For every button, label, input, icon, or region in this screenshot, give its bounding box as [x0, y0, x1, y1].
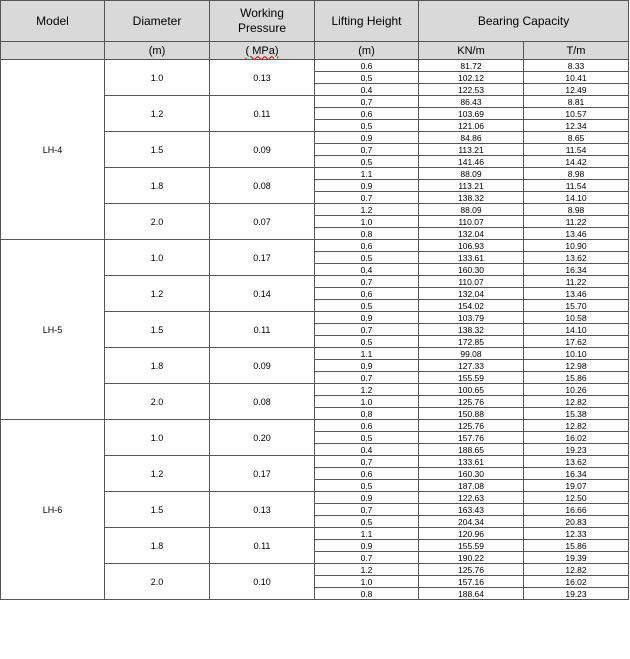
- t-per-m-cell: 16.66: [524, 504, 629, 516]
- unit-lifting-height: (m): [315, 42, 419, 60]
- header-lifting-height: Lifting Height: [315, 1, 419, 42]
- kn-per-m-cell: 133.61: [419, 252, 524, 264]
- t-per-m-cell: 16.34: [524, 264, 629, 276]
- t-per-m-cell: 15.86: [524, 540, 629, 552]
- lifting-height-cell: 0.9: [315, 492, 419, 504]
- t-per-m-cell: 12.50: [524, 492, 629, 504]
- diameter-cell: 2.0: [105, 384, 210, 420]
- lifting-height-cell: 0.9: [315, 132, 419, 144]
- lifting-height-cell: 1.1: [315, 348, 419, 360]
- pressure-cell: 0.10: [210, 564, 315, 600]
- pressure-cell: 0.17: [210, 240, 315, 276]
- kn-per-m-cell: 103.69: [419, 108, 524, 120]
- t-per-m-cell: 11.54: [524, 180, 629, 192]
- kn-per-m-cell: 113.21: [419, 144, 524, 156]
- lifting-height-cell: 0.5: [315, 300, 419, 312]
- t-per-m-cell: 14.10: [524, 324, 629, 336]
- header-bearing-capacity: Bearing Capacity: [419, 1, 629, 42]
- lifting-height-cell: 1.1: [315, 168, 419, 180]
- kn-per-m-cell: 86.43: [419, 96, 524, 108]
- kn-per-m-cell: 188.64: [419, 588, 524, 600]
- lifting-height-cell: 0.4: [315, 444, 419, 456]
- lifting-height-cell: 0.7: [315, 144, 419, 156]
- kn-per-m-cell: 187.08: [419, 480, 524, 492]
- diameter-cell: 1.8: [105, 168, 210, 204]
- lifting-height-cell: 0.9: [315, 540, 419, 552]
- kn-per-m-cell: 122.53: [419, 84, 524, 96]
- lifting-height-cell: 0.5: [315, 72, 419, 84]
- kn-per-m-cell: 106.93: [419, 240, 524, 252]
- t-per-m-cell: 16.34: [524, 468, 629, 480]
- t-per-m-cell: 8.33: [524, 60, 629, 72]
- t-per-m-cell: 10.58: [524, 312, 629, 324]
- kn-per-m-cell: 141.46: [419, 156, 524, 168]
- kn-per-m-cell: 125.76: [419, 420, 524, 432]
- pressure-cell: 0.11: [210, 312, 315, 348]
- diameter-cell: 1.2: [105, 456, 210, 492]
- unit-pressure-text: ( MPa): [245, 44, 279, 57]
- kn-per-m-cell: 88.09: [419, 204, 524, 216]
- lifting-height-cell: 0.5: [315, 156, 419, 168]
- lifting-height-cell: 0.5: [315, 336, 419, 348]
- kn-per-m-cell: 125.76: [419, 564, 524, 576]
- lifting-height-cell: 0.5: [315, 252, 419, 264]
- t-per-m-cell: 8.65: [524, 132, 629, 144]
- table-row: [1, 240, 629, 252]
- kn-per-m-cell: 113.21: [419, 180, 524, 192]
- pressure-cell: 0.20: [210, 420, 315, 456]
- t-per-m-cell: 15.86: [524, 372, 629, 384]
- pressure-cell: 0.08: [210, 168, 315, 204]
- model-cell: LH-6: [1, 420, 105, 600]
- kn-per-m-cell: 157.76: [419, 432, 524, 444]
- lifting-height-cell: 0.9: [315, 360, 419, 372]
- kn-per-m-cell: 81.72: [419, 60, 524, 72]
- lifting-height-cell: 0.5: [315, 120, 419, 132]
- lifting-height-cell: 0.4: [315, 84, 419, 96]
- lifting-height-cell: 0.5: [315, 432, 419, 444]
- kn-per-m-cell: 155.59: [419, 372, 524, 384]
- pressure-cell: 0.07: [210, 204, 315, 240]
- lifting-height-cell: 0.8: [315, 588, 419, 600]
- lifting-height-cell: 0.6: [315, 420, 419, 432]
- lifting-height-cell: 1.0: [315, 216, 419, 228]
- t-per-m-cell: 15.38: [524, 408, 629, 420]
- t-per-m-cell: 13.46: [524, 228, 629, 240]
- unit-t-per-m: T/m: [524, 42, 629, 60]
- header-model: Model: [1, 1, 105, 42]
- model-cell: LH-5: [1, 240, 105, 420]
- t-per-m-cell: 19.07: [524, 480, 629, 492]
- kn-per-m-cell: 100.65: [419, 384, 524, 396]
- lifting-height-cell: 1.0: [315, 396, 419, 408]
- t-per-m-cell: 12.98: [524, 360, 629, 372]
- pressure-cell: 0.13: [210, 492, 315, 528]
- kn-per-m-cell: 125.76: [419, 396, 524, 408]
- pressure-cell: 0.09: [210, 132, 315, 168]
- lifting-height-cell: 0.7: [315, 372, 419, 384]
- kn-per-m-cell: 172.85: [419, 336, 524, 348]
- kn-per-m-cell: 132.04: [419, 228, 524, 240]
- t-per-m-cell: 10.90: [524, 240, 629, 252]
- unit-diameter: (m): [105, 42, 210, 60]
- diameter-cell: 1.0: [105, 60, 210, 96]
- unit-kn-per-m: KN/m: [419, 42, 524, 60]
- t-per-m-cell: 10.57: [524, 108, 629, 120]
- t-per-m-cell: 10.26: [524, 384, 629, 396]
- kn-per-m-cell: 160.30: [419, 264, 524, 276]
- lifting-height-cell: 0.9: [315, 312, 419, 324]
- kn-per-m-cell: 121.06: [419, 120, 524, 132]
- kn-per-m-cell: 160.30: [419, 468, 524, 480]
- t-per-m-cell: 16.02: [524, 576, 629, 588]
- kn-per-m-cell: 120.96: [419, 528, 524, 540]
- lifting-height-cell: 0.7: [315, 504, 419, 516]
- t-per-m-cell: 11.22: [524, 276, 629, 288]
- pressure-cell: 0.14: [210, 276, 315, 312]
- lifting-height-cell: 1.2: [315, 204, 419, 216]
- lifting-height-cell: 0.7: [315, 96, 419, 108]
- t-per-m-cell: 20.83: [524, 516, 629, 528]
- t-per-m-cell: 14.10: [524, 192, 629, 204]
- lifting-height-cell: 0.6: [315, 108, 419, 120]
- lifting-height-cell: 0.8: [315, 228, 419, 240]
- diameter-cell: 1.5: [105, 132, 210, 168]
- diameter-cell: 1.2: [105, 96, 210, 132]
- lifting-height-cell: 1.2: [315, 564, 419, 576]
- t-per-m-cell: 14.42: [524, 156, 629, 168]
- t-per-m-cell: 8.98: [524, 204, 629, 216]
- kn-per-m-cell: 154.02: [419, 300, 524, 312]
- t-per-m-cell: 19.23: [524, 444, 629, 456]
- table-row: [1, 420, 629, 432]
- model-cell: LH-4: [1, 60, 105, 240]
- kn-per-m-cell: 84.86: [419, 132, 524, 144]
- t-per-m-cell: 12.82: [524, 420, 629, 432]
- t-per-m-cell: 12.49: [524, 84, 629, 96]
- t-per-m-cell: 11.54: [524, 144, 629, 156]
- lifting-height-cell: 0.7: [315, 192, 419, 204]
- kn-per-m-cell: 127.33: [419, 360, 524, 372]
- kn-per-m-cell: 138.32: [419, 192, 524, 204]
- lifting-height-cell: 0.7: [315, 456, 419, 468]
- kn-per-m-cell: 150.88: [419, 408, 524, 420]
- pressure-cell: 0.11: [210, 96, 315, 132]
- t-per-m-cell: 13.46: [524, 288, 629, 300]
- kn-per-m-cell: 188.65: [419, 444, 524, 456]
- header-model-unit-empty: [1, 42, 105, 60]
- lifting-height-cell: 0.7: [315, 552, 419, 564]
- lifting-height-cell: 0.6: [315, 60, 419, 72]
- diameter-cell: 1.2: [105, 276, 210, 312]
- header-working-pressure: Working Pressure: [210, 1, 315, 42]
- pressure-cell: 0.13: [210, 60, 315, 96]
- unit-pressure: [210, 42, 315, 60]
- lifting-height-cell: 0.7: [315, 276, 419, 288]
- diameter-cell: 2.0: [105, 564, 210, 600]
- kn-per-m-cell: 155.59: [419, 540, 524, 552]
- header-diameter: Diameter: [105, 1, 210, 42]
- lifting-height-cell: 0.4: [315, 264, 419, 276]
- kn-per-m-cell: 99.08: [419, 348, 524, 360]
- t-per-m-cell: 8.98: [524, 168, 629, 180]
- table-body: [1, 60, 629, 600]
- kn-per-m-cell: 157.16: [419, 576, 524, 588]
- kn-per-m-cell: 204.34: [419, 516, 524, 528]
- diameter-cell: 1.0: [105, 240, 210, 276]
- diameter-cell: 2.0: [105, 204, 210, 240]
- kn-per-m-cell: 122.63: [419, 492, 524, 504]
- lifting-height-cell: 0.6: [315, 240, 419, 252]
- t-per-m-cell: 15.70: [524, 300, 629, 312]
- t-per-m-cell: 13.62: [524, 252, 629, 264]
- pressure-cell: 0.11: [210, 528, 315, 564]
- t-per-m-cell: 17.62: [524, 336, 629, 348]
- diameter-cell: 1.5: [105, 312, 210, 348]
- kn-per-m-cell: 163.43: [419, 504, 524, 516]
- kn-per-m-cell: 110.07: [419, 276, 524, 288]
- lifting-height-cell: 0.8: [315, 408, 419, 420]
- lifting-height-cell: 0.5: [315, 480, 419, 492]
- t-per-m-cell: 10.41: [524, 72, 629, 84]
- pressure-cell: 0.08: [210, 384, 315, 420]
- kn-per-m-cell: 103.79: [419, 312, 524, 324]
- t-per-m-cell: 8.81: [524, 96, 629, 108]
- kn-per-m-cell: 138.32: [419, 324, 524, 336]
- diameter-cell: 1.5: [105, 492, 210, 528]
- lifting-height-cell: 0.6: [315, 288, 419, 300]
- diameter-cell: 1.8: [105, 348, 210, 384]
- kn-per-m-cell: 190.22: [419, 552, 524, 564]
- t-per-m-cell: 11.22: [524, 216, 629, 228]
- t-per-m-cell: 16.02: [524, 432, 629, 444]
- t-per-m-cell: 12.33: [524, 528, 629, 540]
- pressure-cell: 0.17: [210, 456, 315, 492]
- kn-per-m-cell: 102.12: [419, 72, 524, 84]
- t-per-m-cell: 13.62: [524, 456, 629, 468]
- t-per-m-cell: 12.82: [524, 564, 629, 576]
- lifting-height-cell: 1.0: [315, 576, 419, 588]
- table-header: [1, 1, 629, 60]
- t-per-m-cell: 19.23: [524, 588, 629, 600]
- t-per-m-cell: 12.34: [524, 120, 629, 132]
- kn-per-m-cell: 110.07: [419, 216, 524, 228]
- t-per-m-cell: 10.10: [524, 348, 629, 360]
- kn-per-m-cell: 132.04: [419, 288, 524, 300]
- t-per-m-cell: 12.82: [524, 396, 629, 408]
- lifting-height-cell: 0.6: [315, 468, 419, 480]
- kn-per-m-cell: 88.09: [419, 168, 524, 180]
- lifting-height-cell: 0.5: [315, 516, 419, 528]
- lifting-height-cell: 1.1: [315, 528, 419, 540]
- lifting-height-cell: 0.9: [315, 180, 419, 192]
- lifting-height-cell: 0.7: [315, 324, 419, 336]
- diameter-cell: 1.8: [105, 528, 210, 564]
- table-row: [1, 60, 629, 72]
- t-per-m-cell: 19.39: [524, 552, 629, 564]
- pressure-cell: 0.09: [210, 348, 315, 384]
- lifting-height-cell: 1.2: [315, 384, 419, 396]
- diameter-cell: 1.0: [105, 420, 210, 456]
- kn-per-m-cell: 133.61: [419, 456, 524, 468]
